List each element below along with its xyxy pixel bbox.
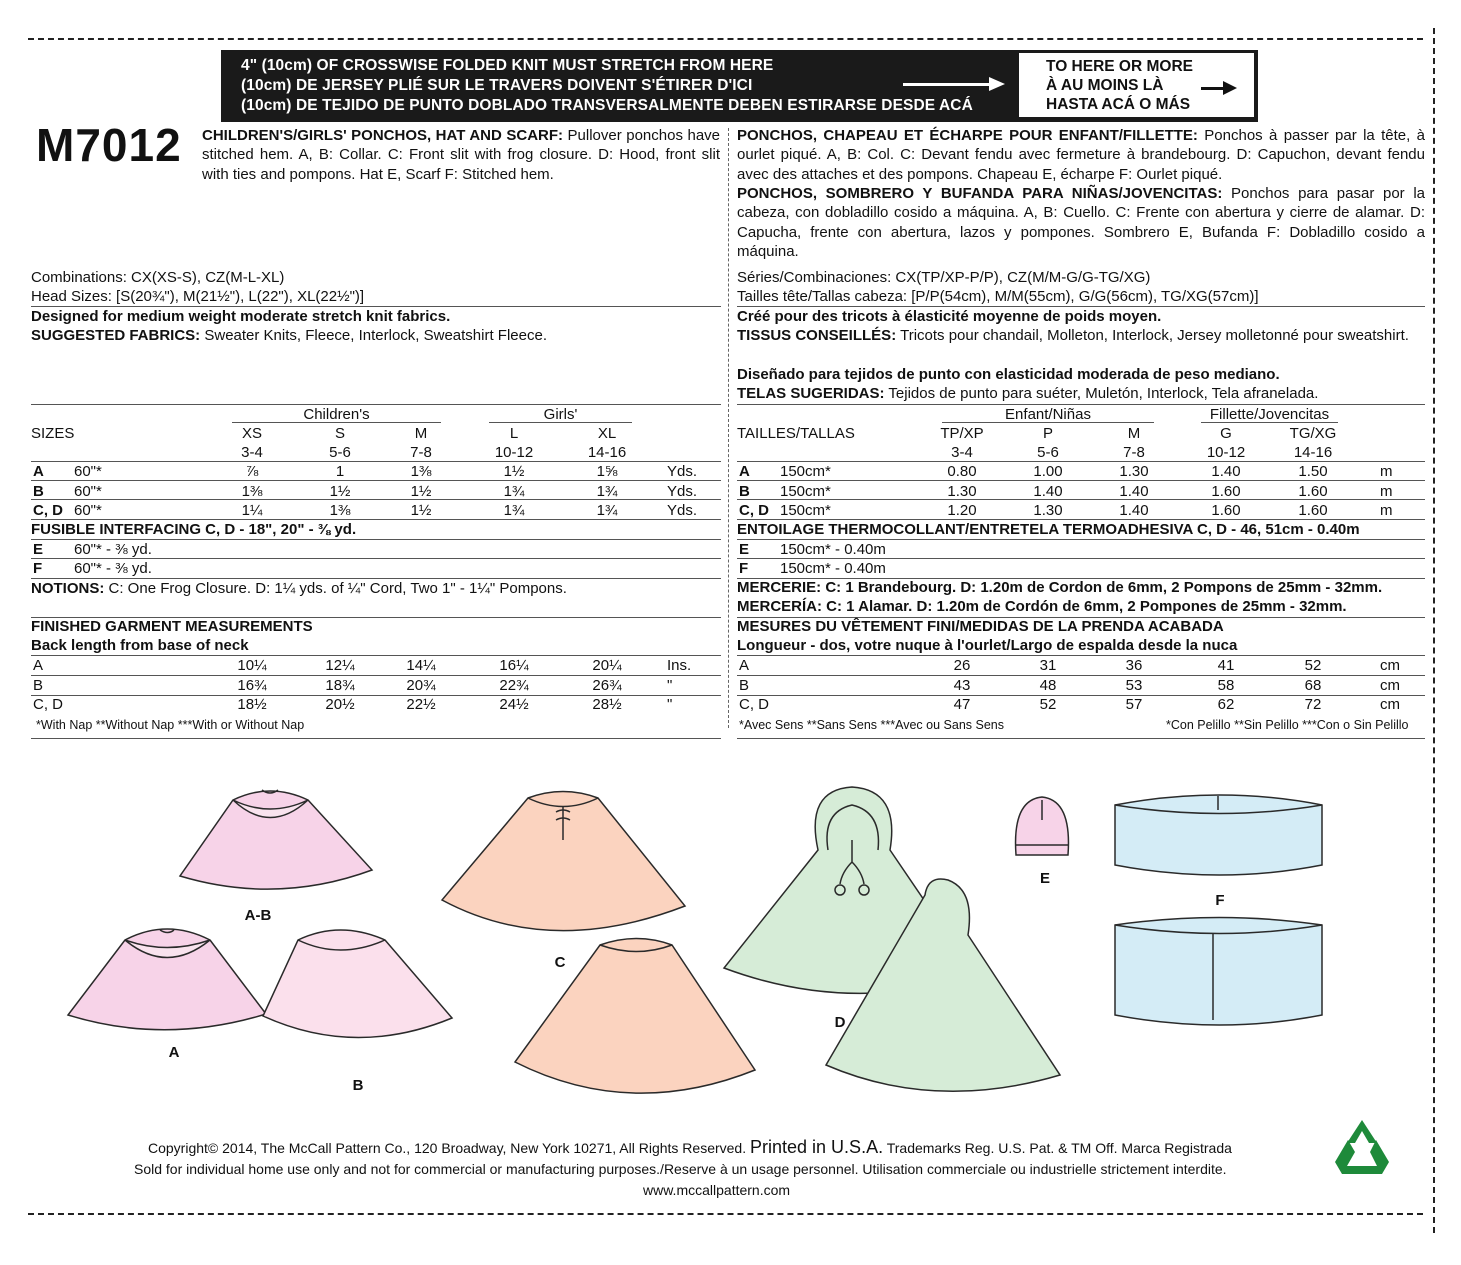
size-group-label: Fillette/Jovencitas	[1209, 406, 1330, 423]
finished-title-fr: MESURES DU VÊTEMENT FINI/MEDIDAS DE LA PRENDA ACABADA	[737, 618, 1224, 635]
gauge-to-en: TO HERE OR MORE	[1046, 58, 1193, 75]
row-label: B	[33, 482, 44, 500]
yardage-value: 1⅜	[410, 463, 432, 480]
usage-notice: Sold for individual home use only and not for commercial or manufacturing purposes./Reserve à un usage personnel. Utilisation commerciale ou industrielle strictement interdite.	[134, 1161, 1227, 1177]
measure-label: B	[33, 676, 44, 694]
measure-value: 31	[1039, 657, 1057, 674]
size-age: 14-16	[1293, 444, 1333, 461]
sizes-label: TAILLES/TALLAS	[737, 425, 855, 442]
yardage-value: 1.00	[1033, 463, 1063, 480]
fabrics-text-es: Tejidos de punto para suéter, Muletón, Interlock, Tela afranelada.	[888, 385, 1319, 402]
yardage-value: 1½	[410, 482, 432, 500]
measure-value: 16¼	[499, 657, 529, 674]
yardage-value: 1¾	[503, 502, 525, 519]
measure-value: 41	[1217, 657, 1235, 674]
fusible-interfacing: FUSIBLE INTERFACING C, D - 18", 20" - ⅜ yd.	[31, 521, 357, 538]
row-unit: Yds.	[667, 463, 698, 480]
poncho-a-illustration	[68, 929, 266, 1030]
nap-legend-fr: *Avec Sens **Sans Sens ***Avec ou Sans Sens	[739, 718, 1004, 732]
measure-unit: Ins.	[667, 657, 692, 674]
label-d: D	[834, 1014, 846, 1031]
copyright-text: Copyright© 2014, The McCall Pattern Co., 120 Broadway, New York 10271, All Rights Reserved.	[148, 1140, 747, 1156]
measure-value: 36	[1125, 657, 1143, 674]
measure-value: 14¼	[406, 657, 436, 674]
size-code: M	[414, 425, 428, 442]
yardage-value: 1.40	[1119, 482, 1149, 500]
row-fabric-width: 150cm*	[780, 463, 831, 480]
row-label: C, D	[33, 502, 63, 519]
yardage-value: 0.80	[947, 463, 977, 480]
size-group-label: Girls'	[543, 406, 578, 423]
yardage-value: 1½	[503, 463, 525, 480]
measure-value: 48	[1039, 676, 1057, 694]
row-label: C, D	[739, 502, 769, 519]
merceria-es: MERCERÍA: C: 1 Alamar. D: 1.20m de Cordón de 6mm, 2 Pompones de 25mm - 32mm.	[737, 598, 1347, 615]
designed-es: Diseñado para tejidos de punto con elasticidad moderada de peso mediano.	[737, 366, 1280, 383]
fabrics-label-en: SUGGESTED FABRICS:	[31, 327, 201, 344]
yardage-value: 1⅜	[241, 482, 263, 500]
yardage-value: 1¾	[596, 482, 618, 500]
size-group-label: Children's	[303, 406, 370, 423]
size-code: G	[1220, 425, 1232, 442]
yardage-value: 1.50	[1298, 463, 1328, 480]
size-code: P	[1042, 425, 1054, 442]
row-fabric-width: 150cm*	[780, 482, 831, 500]
yardage-value: 1.40	[1119, 502, 1149, 519]
row-unit: Yds.	[667, 482, 698, 500]
measure-label: C, D	[33, 696, 63, 713]
website: www.mccallpattern.com	[643, 1182, 791, 1198]
measure-value: 52	[1304, 657, 1322, 674]
measure-value: 53	[1125, 676, 1143, 694]
size-code: TG/XG	[1289, 425, 1337, 442]
poncho-ab-illustration	[180, 791, 372, 889]
label-c: C	[554, 954, 566, 971]
measure-label: C, D	[739, 696, 769, 713]
pattern-number: M7012	[36, 119, 182, 171]
measure-value: 24½	[499, 696, 529, 713]
row-fabric-width: 60"*	[74, 482, 102, 500]
measure-value: 68	[1304, 676, 1322, 694]
row-fabric-width: 60"*	[74, 502, 102, 519]
trademarks: Trademarks Reg. U.S. Pat. & TM Off. Marca Registrada	[886, 1140, 1232, 1156]
printed-in: Printed in U.S.A.	[750, 1137, 884, 1157]
yardage-value: 1½	[329, 482, 351, 500]
size-age: 5-6	[329, 444, 351, 461]
designed-en: Designed for medium weight moderate stretch knit fabrics.	[31, 308, 451, 325]
finished-title-en: FINISHED GARMENT MEASUREMENTS	[31, 618, 313, 635]
poncho-b-illustration	[263, 930, 452, 1038]
row-label-f: F	[33, 560, 43, 577]
size-age: 5-6	[1037, 444, 1059, 461]
yardage-value: 1.60	[1298, 502, 1328, 519]
measure-value: 20¾	[406, 676, 436, 694]
label-b: B	[352, 1077, 364, 1094]
back-length-fr: Longueur - dos, votre nuque à l'ourlet/Largo de espalda desde la nuca	[737, 637, 1238, 654]
gauge-to-fr: À AU MOINS LÀ	[1046, 77, 1164, 94]
yardage-value: 1.60	[1211, 482, 1241, 500]
yardage-value: 1¾	[596, 502, 618, 519]
yardage-value: 1.30	[1119, 463, 1149, 480]
yardage-value: 1.40	[1211, 463, 1241, 480]
combinations-fr: Séries/Combinaciones: CX(TP/XP-P/P), CZ(M/M-G/G-TG/XG)	[737, 269, 1151, 286]
yardage-value: 1.40	[1033, 482, 1063, 500]
gauge-line-fr: (10cm) DE JERSEY PLIÉ SUR LE TRAVERS DOIVENT S'ÉTIRER D'ICI	[241, 77, 753, 94]
yardage-value: 1	[335, 463, 345, 480]
nap-legend-en: *With Nap **Without Nap ***With or Without Nap	[36, 718, 305, 732]
row-fabric-width: 150cm*	[780, 502, 831, 519]
measure-value: 26	[953, 657, 971, 674]
designed-fr: Créé pour des tricots à élasticité moyenne de poids moyen.	[737, 308, 1162, 325]
size-code: XS	[241, 425, 263, 442]
measure-label: A	[33, 657, 44, 674]
row-label-e: E	[33, 541, 44, 558]
measure-value: 18¾	[325, 676, 355, 694]
title-es: PONCHOS, SOMBRERO Y BUFANDA PARA NIÑAS/JOVENCITAS:	[737, 185, 1223, 202]
combinations-en: Combinations: CX(XS-S), CZ(M-L-XL)	[31, 269, 285, 286]
measure-value: 10¼	[237, 657, 267, 674]
fusible-interfacing: ENTOILAGE THERMOCOLLANT/ENTRETELA TERMOADHESIVA C, D - 46, 51cm - 0.40m	[737, 521, 1360, 538]
head-sizes-en: Head Sizes: [S(20¾"), M(21½"), L(22"), XL(22½")]	[31, 288, 365, 305]
yardage-value: 1.30	[1033, 502, 1063, 519]
measure-unit: cm	[1380, 657, 1400, 674]
row-unit: m	[1380, 482, 1393, 500]
row-e: 60"* - ⅜ yd.	[74, 541, 152, 558]
size-age: 7-8	[1123, 444, 1145, 461]
recycle-icon	[1335, 1120, 1389, 1174]
row-e: 150cm* - 0.40m	[780, 541, 886, 558]
copyright	[148, 1138, 1232, 1158]
measure-value: 72	[1304, 696, 1322, 713]
measure-value: 43	[953, 676, 971, 694]
size-code: L	[509, 425, 519, 442]
measure-value: 12¼	[325, 657, 355, 674]
measure-value: 20¼	[592, 657, 622, 674]
notions-text: C: One Frog Closure. D: 1¼ yds. of ¼" Cord, Two 1" - 1¼" Pompons.	[108, 580, 567, 597]
gauge-to-es: HASTA ACÁ O MÁS	[1046, 96, 1191, 113]
row-label: B	[739, 482, 750, 500]
fabrics-label-fr: TISSUS CONSEILLÉS:	[737, 327, 897, 344]
desc-en: Pullover ponchos have stitched hem. A, B: Collar. C: Front slit with frog closure. D: Hood, front slit with ties and pompons. Hat E, Scarf F: Stitched hem.	[202, 127, 721, 183]
size-age: 3-4	[241, 444, 263, 461]
yardage-value: 1.30	[947, 482, 977, 500]
size-code: S	[334, 425, 346, 442]
measure-value: 22½	[406, 696, 436, 713]
label-e: E	[1039, 870, 1051, 887]
measure-value: 26¾	[592, 676, 622, 694]
yardage-value: 1.60	[1211, 502, 1241, 519]
desc-es: Ponchos para pasar por la cabeza, con dobladillo cosido a máquina. A, B: Cuello. C: Frente con abertura y cierre de alamar. D: Capucha, frente con abertura, lazos y pompones. Sombrero E, Bufanda F: Dobladillo cosido a máquina.	[737, 185, 1426, 261]
size-code: TP/XP	[940, 425, 984, 442]
yardage-value: 1⅝	[596, 463, 618, 480]
measure-value: 47	[953, 696, 971, 713]
size-code: M	[1127, 425, 1141, 442]
size-group-label: Enfant/Niñas	[1005, 406, 1091, 423]
row-label: A	[33, 463, 44, 480]
row-label: A	[739, 463, 750, 480]
measure-label: B	[739, 676, 750, 694]
size-age: 3-4	[951, 444, 973, 461]
measure-value: 62	[1217, 696, 1235, 713]
measure-unit: "	[667, 676, 673, 694]
row-f: 150cm* - 0.40m	[780, 560, 886, 577]
nap-legend-es: *Con Pelillo **Sin Pelillo ***Con o Sin Pelillo	[1166, 718, 1409, 732]
size-code: XL	[597, 425, 617, 442]
yardage-value: 1¾	[503, 482, 525, 500]
measure-unit: cm	[1380, 696, 1400, 713]
measure-value: 22¾	[499, 676, 529, 694]
mercerie-fr: MERCERIE: C: 1 Brandebourg. D: 1.20m de Cordon de 6mm, 2 Pompons de 25mm - 32mm.	[737, 579, 1383, 596]
measure-value: 16¾	[237, 676, 267, 694]
measure-unit: "	[667, 696, 673, 713]
desc-fr: Ponchos à passer par la tête, à ourlet piqué. A, B: Col. C: Devant fendu avec fermeture à brandebourg. D: Capuchon, devant fendu avec des attaches et des pompons. Chapeau E, écharpe F: Ourlet piqué.	[737, 127, 1425, 183]
yardage-value: 1.20	[947, 502, 977, 519]
size-age: 14-16	[587, 444, 627, 461]
yardage-value: 1.60	[1298, 482, 1328, 500]
sizes-label: SIZES	[31, 425, 75, 442]
measure-label: A	[739, 657, 750, 674]
measure-value: 57	[1125, 696, 1143, 713]
size-age: 10-12	[494, 444, 534, 461]
row-unit: m	[1380, 502, 1393, 519]
title-fr: PONCHOS, CHAPEAU ET ÉCHARPE POUR ENFANT/FILLETTE:	[737, 127, 1198, 144]
yardage-value: 1¼	[241, 502, 263, 519]
row-fabric-width: 60"*	[74, 463, 102, 480]
measure-value: 20½	[325, 696, 355, 713]
row-label-f: F	[739, 560, 749, 577]
poncho-c-back-illustration	[515, 939, 755, 1094]
title-en: CHILDREN'S/GIRLS' PONCHOS, HAT AND SCARF:	[202, 127, 564, 144]
yardage-value: ⅞	[245, 463, 259, 480]
yardage-value: 1⅜	[329, 502, 351, 519]
measure-value: 52	[1039, 696, 1057, 713]
size-age: 10-12	[1206, 444, 1246, 461]
gauge-line-es: (10cm) DE TEJIDO DE PUNTO DOBLADO TRANSVERSALMENTE DEBEN ESTIRARSE DESDE ACÁ	[241, 97, 973, 114]
row-f: 60"* - ⅜ yd.	[74, 560, 152, 577]
measure-value: 28½	[592, 696, 622, 713]
notions-label: NOTIONS:	[31, 580, 105, 597]
yardage-value: 1½	[410, 502, 432, 519]
gauge-line-en: 4" (10cm) OF CROSSWISE FOLDED KNIT MUST STRETCH FROM HERE	[241, 57, 774, 74]
measure-unit: cm	[1380, 676, 1400, 694]
row-unit: Yds.	[667, 502, 698, 519]
fabrics-text-en: Sweater Knits, Fleece, Interlock, Sweatshirt Fleece.	[204, 327, 548, 344]
label-f: F	[1215, 892, 1225, 909]
fabrics-label-es: TELAS SUGERIDAS:	[737, 385, 885, 402]
head-sizes-fr: Tailles tête/Tallas cabeza: [P/P(54cm), M/M(55cm), G/G(56cm), TG/XG(57cm)]	[737, 288, 1259, 305]
fabrics-text-fr: Tricots pour chandail, Molleton, Interlock, Jersey molletonné pour sweatshirt.	[900, 327, 1409, 344]
back-length-en: Back length from base of neck	[31, 637, 249, 654]
measure-value: 18½	[237, 696, 267, 713]
row-label-e: E	[739, 541, 750, 558]
label-ab: A-B	[244, 907, 272, 924]
size-age: 7-8	[410, 444, 432, 461]
measure-value: 58	[1217, 676, 1235, 694]
label-a: A	[168, 1044, 180, 1061]
row-unit: m	[1380, 463, 1393, 480]
